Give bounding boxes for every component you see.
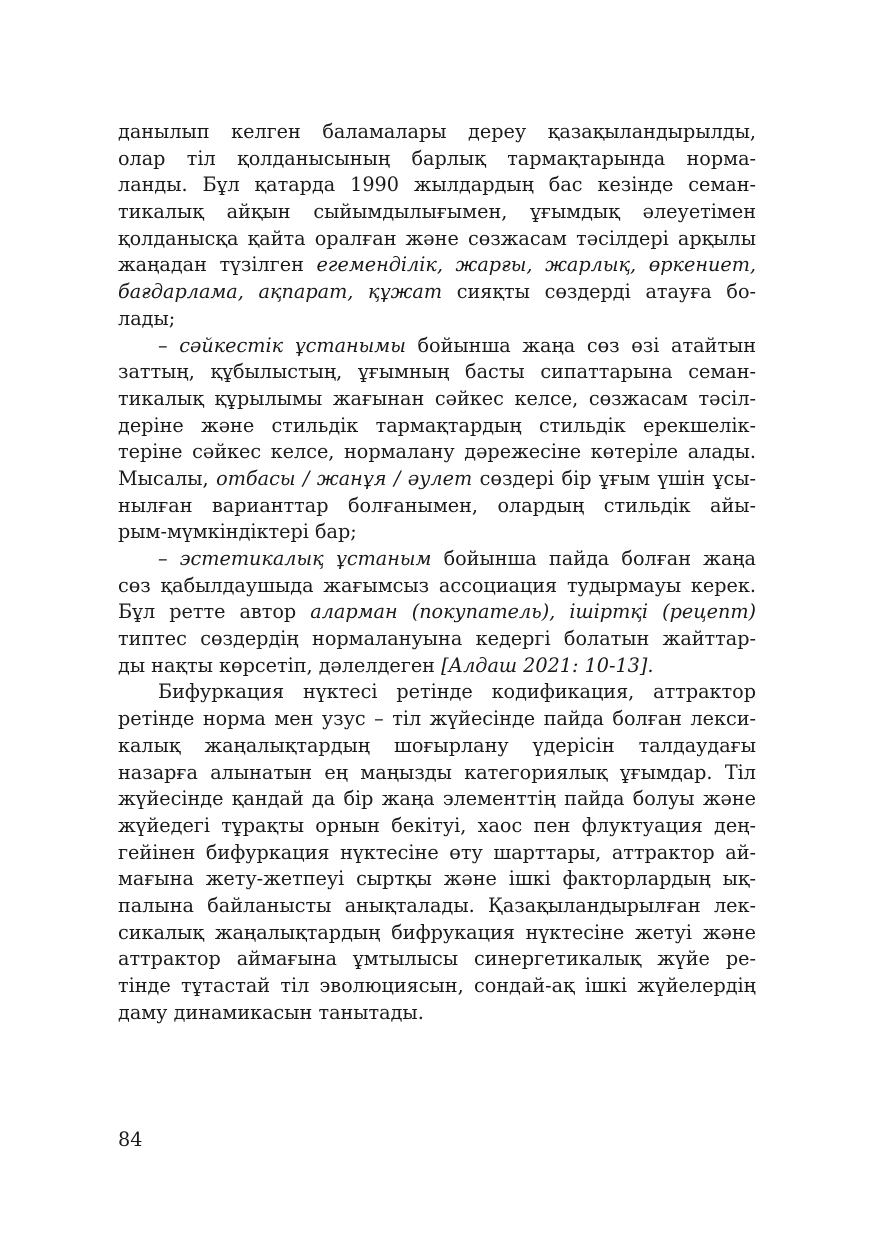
text-line (118, 733, 756, 760)
text-segment: калық жаңалықтардың шоғырлану үдерісін талдаудағы (118, 733, 756, 757)
italic-text: сәйкестік ұстанымы (179, 333, 406, 357)
text-segment: Бұл ретте автор (118, 600, 311, 624)
italic-text: аларман (покупатель), iшiртқi (рецепт) (310, 600, 756, 624)
text-segment: ретінде норма мен узус – тіл жүйесінде пайда болған лекси- (118, 707, 756, 731)
text-segment: сөздері бір ұғым үшін ұсы- (472, 466, 757, 490)
text-segment: жүйедегі тұрақты орнын бекітуі, хаос пен флуктуация дең- (118, 813, 756, 837)
text-segment: лады; (118, 306, 176, 330)
text-line (118, 493, 756, 520)
text-line (118, 920, 756, 947)
text-segment: – (158, 333, 180, 357)
text-line (118, 279, 756, 306)
text-line (118, 786, 756, 813)
italic-text: бағдарлама, ақпарат, құжат (118, 280, 443, 304)
text-segment: рым-мүмкіндіктері бар; (118, 520, 357, 544)
text-segment: сөз қабылдаушыда жағымсыз ассоциация тудырмауы керек. (118, 573, 756, 597)
text-line (118, 706, 756, 733)
italic-text: егемендiлiк, жарғы, жарлық, өркениет, (316, 253, 756, 277)
text-segment: палына байланысты анықталады. Қазақыландырылған лек- (118, 893, 756, 917)
text-line (118, 386, 756, 413)
text-line (118, 546, 756, 573)
text-line (118, 653, 756, 680)
text-line (118, 813, 756, 840)
text-line (118, 226, 756, 253)
text-segment: гейінен бифуркация нүктесіне өту шарттары, аттрактор ай- (118, 840, 756, 864)
text-segment: даму динамикасын танытады. (118, 1000, 424, 1024)
text-segment: бойынша пайда болған жаңа (431, 547, 756, 570)
text-segment: олар тіл қолданысының барлық тармақтарында норма- (118, 146, 756, 170)
text-line (118, 893, 756, 920)
italic-text: эстетикалық ұстаным (179, 547, 432, 570)
text-segment: нылған варианттар болғанымен, олардың стильдік айы- (118, 493, 756, 517)
text-line (118, 866, 756, 893)
page-number: 84 (118, 1128, 143, 1151)
text-segment: бойынша жаңа сөз өзі атайтын (405, 333, 756, 357)
text-line (118, 679, 756, 706)
text-line (118, 439, 756, 466)
text-line (118, 119, 756, 146)
text-segment: тикалық айқын сыйымдылығымен, ұғымдық әлеуетімен (118, 200, 756, 224)
text-line (118, 146, 756, 173)
text-line (118, 626, 756, 653)
text-segment: типтес сөздердің нормалануына кедергі болатын жайттар- (118, 627, 756, 651)
text-segment: Мысалы, (118, 466, 217, 490)
text-segment: заттың, құбылыстың, ұғымның басты сипаттарына семан- (118, 360, 756, 384)
text-segment: сикалық жаңалықтардың бифрукация нүктесіне жетуі және (118, 920, 756, 944)
text-line (118, 199, 756, 226)
text-line (118, 466, 756, 493)
text-segment: деріне және стильдік тармақтардың стильдік ерекшелік- (118, 413, 756, 437)
italic-text: отбасы / жанұя / әулет (216, 466, 473, 490)
text-segment: назарға алынатын ең маңызды категориялық ұғымдар. Тіл (118, 760, 756, 784)
body-text (118, 119, 756, 1026)
text-segment: тикалық құрылымы жағынан сәйкес келсе, сөзжасам тәсіл- (118, 386, 756, 410)
text-line (118, 599, 756, 626)
text-segment: жаңадан түзілген (118, 253, 317, 277)
text-segment: қолданысқа қайта оралған және сөзжасам тәсілдері арқылы (118, 226, 756, 250)
text-line (118, 573, 756, 600)
italic-text: [Алдаш 2021: 10-13]. (441, 653, 654, 677)
text-line (118, 760, 756, 787)
text-segment: теріне сәйкес келсе, нормалану дәрежесіне көтеріле алады. (118, 440, 756, 464)
text-line (118, 946, 756, 973)
text-line (118, 840, 756, 867)
text-line (118, 172, 756, 199)
text-line (118, 252, 756, 279)
text-segment: сияқты сөздерді атауға бо- (442, 280, 756, 304)
text-segment: – (158, 547, 180, 570)
text-segment: ланды. Бұл қатарда 1990 жылдардың бас кезінде семан- (118, 173, 756, 197)
text-segment: данылып келген баламалары дереу қазақыландырылды, (118, 120, 756, 143)
text-line (118, 1000, 756, 1027)
text-line (118, 306, 756, 333)
text-segment: Бифуркация нүктесі ретінде кодификация, аттрактор (158, 680, 756, 704)
text-segment: мағына жету-жетпеуі сыртқы және ішкі факторлардың ық- (118, 867, 756, 891)
text-line (118, 333, 756, 360)
text-line (118, 413, 756, 440)
text-segment: аттрактор аймағына ұмтылысы синергетикалық жүйе ре- (118, 947, 756, 971)
text-segment: тінде тұтастай тіл эволюциясын, сондай-ақ ішкі жүйелердің (118, 974, 756, 997)
text-segment: ды нақты көрсетіп, дәлелдеген (118, 653, 442, 677)
text-line (118, 973, 756, 1000)
text-segment: жүйесінде қандай да бір жаңа элементтің пайда болуы және (118, 787, 756, 811)
text-line (118, 359, 756, 386)
text-line (118, 519, 756, 546)
